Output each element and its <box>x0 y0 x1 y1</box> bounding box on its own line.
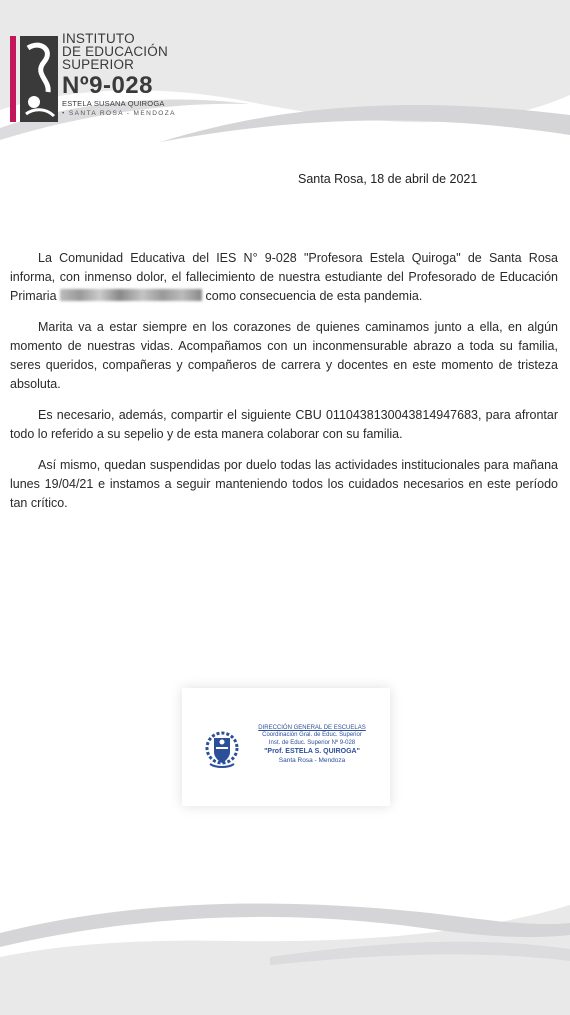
stamp-text-block <box>242 724 382 765</box>
institute-logo <box>10 32 180 137</box>
coat-of-arms-icon <box>204 728 240 770</box>
paragraph-suspension: Así mismo, quedan suspendidas por duelo todas las actividades institucionales para mañana lunes 19/04/21 e instamos a seguir manteniendo todos los cuidados necesarios en este período tan crítico. <box>10 458 558 510</box>
bottom-wave-decoration <box>0 865 570 1015</box>
stamp-line-3: Inst. de Educ. Superior Nº 9-028 <box>268 739 356 746</box>
logo-line-2: DE EDUCACIÓN <box>62 44 168 59</box>
paragraph-announcement <box>10 249 558 306</box>
logo-text-block <box>62 32 187 118</box>
stamp-line-5: Santa Rosa - Mendoza <box>278 757 346 764</box>
official-stamp <box>182 688 390 806</box>
logo-institute-name: ESTELA SUSANA QUIROGA <box>62 99 165 108</box>
logo-institute-number: Nº9-028 <box>62 72 153 99</box>
stamp-line-2: Coordinación Gral. de Educ. Superior <box>262 732 362 738</box>
stamp-line-1: DIRECCIÓN GENERAL DE ESCUELAS <box>258 725 366 731</box>
letter-date: Santa Rosa, 18 de abril de 2021 <box>298 172 478 186</box>
paragraph-announcement-end: como consecuencia de esta pandemia. <box>202 289 423 303</box>
logo-emblem-icon <box>20 36 58 122</box>
paragraph-announcement-start: La Comunidad Educativa del IES N° 9-028 "Profesora Estela Quiroga" de Santa Rosa informa, con inmenso dolor, el fallecimiento de nuestra estudiante del Profesorado de Educación Primaria <box>10 251 558 303</box>
letter-body <box>10 249 558 525</box>
stamp-line-4: "Prof. ESTELA S. QUIROGA" <box>264 748 360 755</box>
logo-line-3: SUPERIOR <box>62 57 135 72</box>
logo-line-1: INSTITUTO <box>62 31 135 46</box>
redacted-name <box>60 289 202 301</box>
logo-institute-location: • SANTA ROSA - MENDOZA <box>62 110 176 117</box>
paragraph-condolences: Marita va a estar siempre en los corazones de quienes caminamos junto a ella, en algún momento de nuestras vidas. Acompañamos con un inconmensurable abrazo a toda su familia, seres queridos, compañeras y compañeros de carrera y docentes en este momento de tristeza absoluta. <box>10 320 558 391</box>
paragraph-cbu: Es necesario, además, compartir el siguiente CBU 0110438130043814947683, para afrontar todo lo referido a su sepelio y de esta manera colaborar con su familia. <box>10 408 558 441</box>
logo-accent-bar <box>10 36 16 122</box>
